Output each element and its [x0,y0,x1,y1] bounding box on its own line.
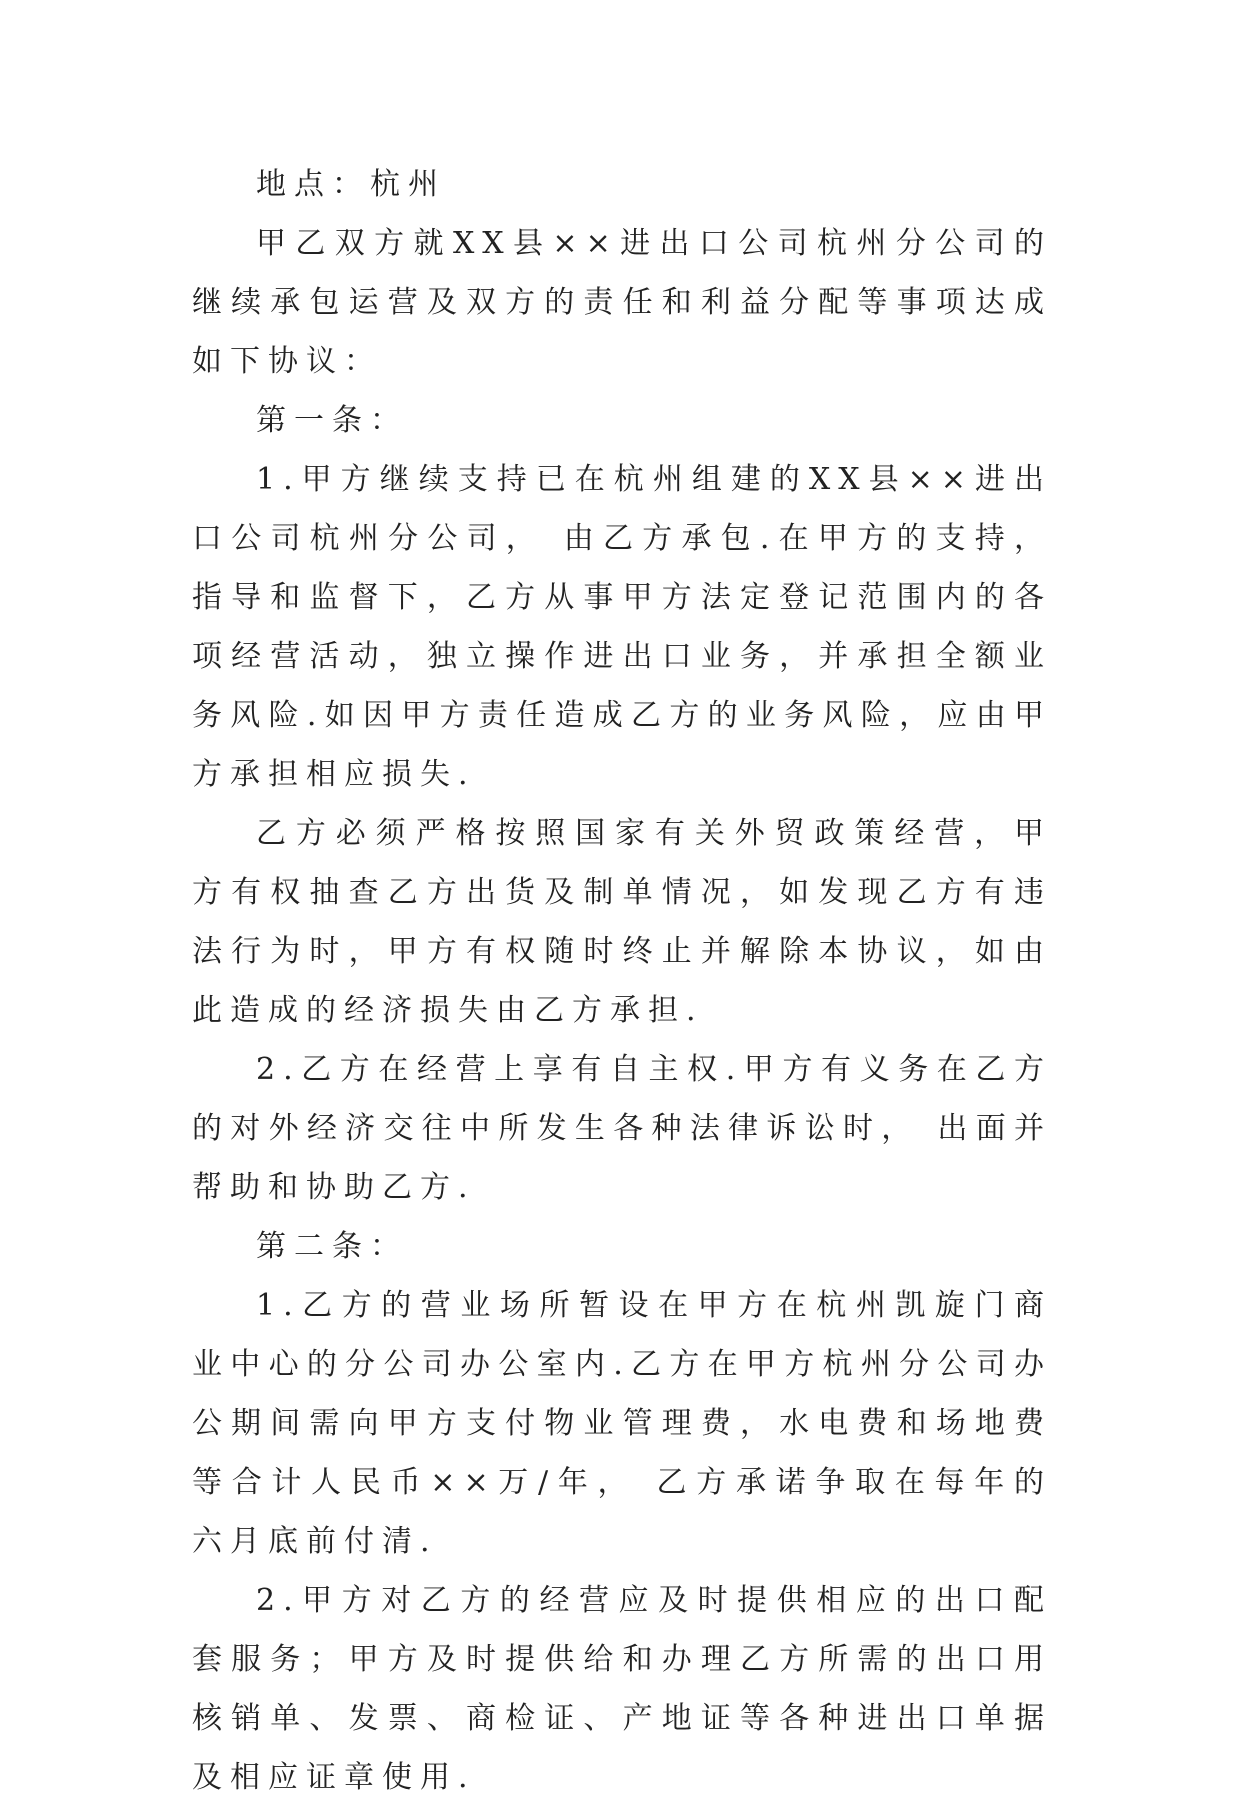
article-one-clause-1-continued: 乙方必须严格按照国家有关外贸政策经营，甲方有权抽查乙方出货及制单情况，如发现乙方有违法行为时，甲方有权随时终止并解除本协议，如由此造成的经济损失由乙方承担. [192,816,1052,1028]
preamble-paragraph: 甲乙双方就XX县××进出口公司杭州分公司的继续承包运营及双方的责任和利益分配等事项达成如下协议： [192,226,1052,379]
article-two-clause-2: 2.甲方对乙方的经营应及时提供相应的出口配套服务；甲方及时提供给和办理乙方所需的出口用核销单、发票、商检证、产地证等各种进出口单据及相应证章使用. [192,1583,1052,1795]
location-line: 地点：杭州 [256,167,446,202]
article-one-clause-1: 1.甲方继续支持已在杭州组建的XX县××进出口公司杭州分公司， 由乙方承包.在甲方的支持，指导和监督下，乙方从事甲方法定登记范围内的各项经营活动，独立操作进出口业务，并承担全额业务风险.如因甲方责任造成乙方的业务风险，应由甲方承担相应损失. [192,462,1052,792]
article-one-heading: 第一条： [256,403,408,438]
article-one-clause-2: 2.乙方在经营上享有自主权.甲方有义务在乙方的对外经济交往中所发生各种法律诉讼时， 出面并帮助和协助乙方. [192,1052,1052,1205]
article-two-heading: 第二条： [256,1229,408,1264]
document-body [192,155,1052,1807]
article-two-clause-1: 1.乙方的营业场所暂设在甲方在杭州凯旋门商业中心的分公司办公室内.乙方在甲方杭州分公司办公期间需向甲方支付物业管理费，水电费和场地费等合计人民币××万/年， 乙方承诺争取在每年的六月底前付清. [192,1288,1052,1559]
